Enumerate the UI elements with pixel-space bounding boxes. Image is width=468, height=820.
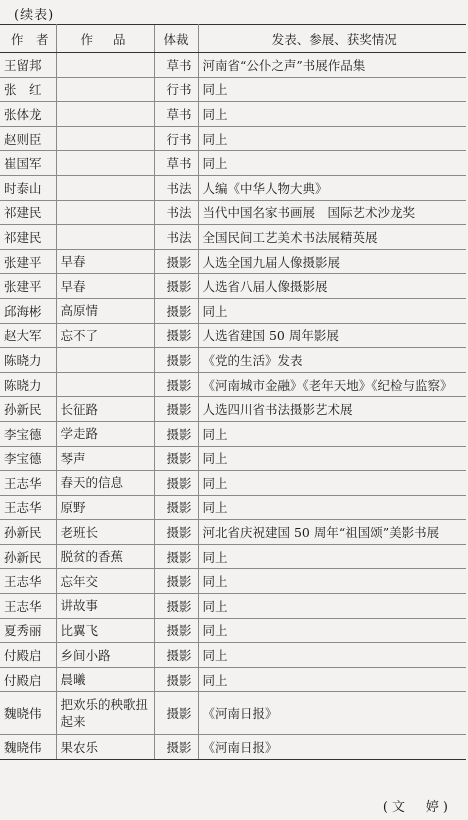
- cell-info: 同上: [198, 77, 466, 102]
- cell-info: 同上: [198, 126, 466, 151]
- cell-info: 同上: [198, 495, 466, 520]
- cell-work: 琴声: [56, 446, 154, 471]
- cell-work: 原野: [56, 495, 154, 520]
- table-row: [0, 471, 466, 496]
- cell-work: 讲故事: [56, 594, 154, 619]
- table-row: [0, 372, 466, 397]
- cell-author: 祁建民: [0, 200, 56, 225]
- cell-genre: 摄影: [154, 495, 198, 520]
- table-row: [0, 225, 466, 250]
- cell-author: 陈晓力: [0, 372, 56, 397]
- cell-genre: 摄影: [154, 569, 198, 594]
- cell-author: 付殿启: [0, 667, 56, 692]
- cell-author: 张体龙: [0, 102, 56, 127]
- cell-work: [56, 225, 154, 250]
- cell-author: 夏秀丽: [0, 618, 56, 643]
- cell-author: 张建平: [0, 249, 56, 274]
- header-genre: 体裁: [154, 25, 198, 53]
- cell-info: 《河南日报》: [198, 735, 466, 760]
- cell-info: 同上: [198, 643, 466, 668]
- cell-work: [56, 53, 154, 78]
- cell-author: 王志华: [0, 569, 56, 594]
- cell-genre: 摄影: [154, 520, 198, 545]
- cell-genre: 行书: [154, 126, 198, 151]
- cell-work: 比翼飞: [56, 618, 154, 643]
- cell-genre: 行书: [154, 77, 198, 102]
- table-row: [0, 323, 466, 348]
- header-work: 作 品: [56, 25, 154, 53]
- cell-author: 崔国军: [0, 151, 56, 176]
- cell-genre: 摄影: [154, 421, 198, 446]
- table-row: [0, 692, 466, 735]
- cell-info: 同上: [198, 594, 466, 619]
- cell-genre: 摄影: [154, 692, 198, 735]
- cell-work: 学走路: [56, 421, 154, 446]
- cell-info: 河南省“公仆之声”书展作品集: [198, 53, 466, 78]
- cell-genre: 摄影: [154, 323, 198, 348]
- table-row: [0, 102, 466, 127]
- cell-info: 河北省庆祝建国 50 周年“祖国颂”美影书展: [198, 520, 466, 545]
- cell-work: [56, 348, 154, 373]
- cell-genre: 摄影: [154, 643, 198, 668]
- cell-genre: 书法: [154, 200, 198, 225]
- cell-author: 祁建民: [0, 225, 56, 250]
- cell-info: 同上: [198, 102, 466, 127]
- table-row: [0, 126, 466, 151]
- cell-work: [56, 372, 154, 397]
- cell-genre: 摄影: [154, 544, 198, 569]
- cell-author: 孙新民: [0, 397, 56, 422]
- cell-author: 张 红: [0, 77, 56, 102]
- table-row: [0, 77, 466, 102]
- table-row: [0, 151, 466, 176]
- table-row: [0, 446, 466, 471]
- cell-work: 老班长: [56, 520, 154, 545]
- cell-work: [56, 175, 154, 200]
- table-row: [0, 569, 466, 594]
- cell-work: 早春: [56, 274, 154, 299]
- cell-work: [56, 126, 154, 151]
- cell-genre: 摄影: [154, 348, 198, 373]
- table-row: [0, 643, 466, 668]
- cell-work: 长征路: [56, 397, 154, 422]
- table-row: [0, 397, 466, 422]
- cell-work: 脱贫的香蕉: [56, 544, 154, 569]
- table-row: [0, 618, 466, 643]
- cell-genre: 摄影: [154, 372, 198, 397]
- cell-author: 张建平: [0, 274, 56, 299]
- cell-work: 忘年交: [56, 569, 154, 594]
- cell-genre: 书法: [154, 225, 198, 250]
- cell-author: 赵大军: [0, 323, 56, 348]
- table-row: [0, 667, 466, 692]
- cell-info: 同上: [198, 544, 466, 569]
- cell-author: 邱海彬: [0, 298, 56, 323]
- cell-genre: 摄影: [154, 446, 198, 471]
- cell-info: 同上: [198, 446, 466, 471]
- cell-author: 付殿启: [0, 643, 56, 668]
- cell-author: 王志华: [0, 594, 56, 619]
- header-info: 发表、参展、获奖情况: [198, 25, 466, 53]
- cell-info: 人选四川省书法摄影艺术展: [198, 397, 466, 422]
- cell-info: 当代中国名家书画展 国际艺术沙龙奖: [198, 200, 466, 225]
- table-row: [0, 421, 466, 446]
- cell-work: 果农乐: [56, 735, 154, 760]
- cell-author: 李宝德: [0, 421, 56, 446]
- table-row: [0, 274, 466, 299]
- table-row: [0, 544, 466, 569]
- cell-author: 孙新民: [0, 520, 56, 545]
- cell-author: 陈晓力: [0, 348, 56, 373]
- cell-genre: 草书: [154, 151, 198, 176]
- cell-genre: 书法: [154, 175, 198, 200]
- cell-work: 晨曦: [56, 667, 154, 692]
- cell-work: [56, 77, 154, 102]
- cell-info: 同上: [198, 421, 466, 446]
- table-row: [0, 495, 466, 520]
- cell-work: 高原情: [56, 298, 154, 323]
- cell-genre: 摄影: [154, 274, 198, 299]
- cell-work: [56, 102, 154, 127]
- cell-info: 同上: [198, 569, 466, 594]
- cell-genre: 摄影: [154, 249, 198, 274]
- works-table: [0, 24, 466, 760]
- cell-genre: 摄影: [154, 298, 198, 323]
- cell-genre: 草书: [154, 53, 198, 78]
- cell-work: 春天的信息: [56, 471, 154, 496]
- cell-genre: 摄影: [154, 471, 198, 496]
- cell-info: 同上: [198, 151, 466, 176]
- table-row: [0, 175, 466, 200]
- cell-work: 早春: [56, 249, 154, 274]
- cell-genre: 摄影: [154, 667, 198, 692]
- cell-info: 同上: [198, 298, 466, 323]
- cell-author: 赵则臣: [0, 126, 56, 151]
- table-row: [0, 200, 466, 225]
- cell-author: 魏晓伟: [0, 692, 56, 735]
- table-row: [0, 520, 466, 545]
- cell-info: 同上: [198, 471, 466, 496]
- table-row: [0, 249, 466, 274]
- cell-work: 把欢乐的秧歌扭起来: [56, 692, 154, 735]
- cell-genre: 摄影: [154, 594, 198, 619]
- table-row: [0, 348, 466, 373]
- cell-author: 王留邦: [0, 53, 56, 78]
- table-row: [0, 298, 466, 323]
- cell-info: 同上: [198, 618, 466, 643]
- cell-work: 乡间小路: [56, 643, 154, 668]
- cell-info: 人选省建国 50 周年影展: [198, 323, 466, 348]
- cell-author: 李宝德: [0, 446, 56, 471]
- header-author: 作 者: [0, 25, 56, 53]
- continued-label: (续表): [14, 8, 55, 23]
- cell-info: 《党的生活》发表: [198, 348, 466, 373]
- cell-info: 同上: [198, 667, 466, 692]
- cell-info: 人选全国九届人像摄影展: [198, 249, 466, 274]
- table-body: [0, 53, 466, 760]
- cell-info: 《河南城市金融》《老年天地》《纪检与监察》: [198, 372, 466, 397]
- cell-genre: 草书: [154, 102, 198, 127]
- cell-work: [56, 200, 154, 225]
- table-header-row: [0, 25, 466, 53]
- cell-author: 孙新民: [0, 544, 56, 569]
- cell-work: 忘不了: [56, 323, 154, 348]
- cell-author: 王志华: [0, 495, 56, 520]
- cell-info: 全国民间工艺美术书法展精英展: [198, 225, 466, 250]
- table-row: [0, 735, 466, 760]
- footer-author: (文 婷): [382, 800, 452, 815]
- cell-genre: 摄影: [154, 397, 198, 422]
- table-row: [0, 594, 466, 619]
- cell-info: 人选省八届人像摄影展: [198, 274, 466, 299]
- cell-work: [56, 151, 154, 176]
- cell-author: 时泰山: [0, 175, 56, 200]
- cell-author: 王志华: [0, 471, 56, 496]
- cell-genre: 摄影: [154, 735, 198, 760]
- cell-info: 《河南日报》: [198, 692, 466, 735]
- cell-author: 魏晓伟: [0, 735, 56, 760]
- cell-genre: 摄影: [154, 618, 198, 643]
- cell-info: 人编《中华人物大典》: [198, 175, 466, 200]
- table-row: [0, 53, 466, 78]
